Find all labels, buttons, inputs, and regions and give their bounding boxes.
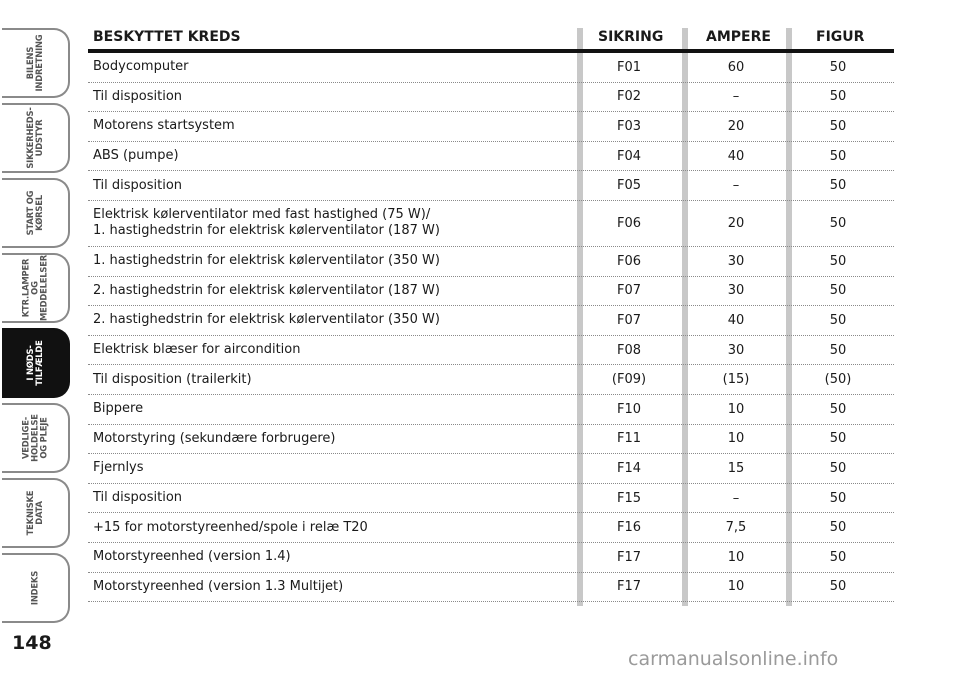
cell-figure: 50 [829, 283, 847, 299]
cell-ampere: 15 [727, 460, 745, 476]
cell-circuit: 2. hastighedstrin for elektrisk kølerventilator (187 W) [93, 282, 440, 298]
table-row [88, 513, 894, 543]
cell-fuse: F08 [616, 342, 642, 358]
cell-circuit: Motorstyring (sekundære forbrugere) [93, 430, 336, 446]
tab-label: TEKNISKE DATA [25, 490, 44, 536]
cell-fuse: (F09) [611, 372, 647, 388]
cell-figure: 50 [829, 520, 847, 536]
table-row [88, 425, 894, 455]
cell-fuse: F04 [616, 148, 642, 164]
cell-circuit: Elektrisk kølerventilator med fast hastighed (75 W)/ 1. hastighedstrin for elektrisk kølerventilator (187 W) [93, 207, 440, 239]
cell-figure: 50 [829, 490, 847, 506]
cell-circuit: ABS (pumpe) [93, 148, 179, 164]
cell-ampere: 40 [727, 312, 745, 328]
cell-circuit: Til disposition [93, 490, 183, 506]
header-circuit: BESKYTTET KREDS [93, 29, 241, 45]
cell-fuse: F07 [616, 312, 642, 328]
tab-label: SIKKERHEDS- UDSTYR [25, 107, 44, 169]
cell-ampere: 10 [727, 431, 745, 447]
cell-ampere: 20 [727, 215, 745, 231]
table-row [88, 573, 894, 603]
cell-figure: 50 [829, 178, 847, 194]
table-row [88, 543, 894, 573]
cell-fuse: F06 [616, 253, 642, 269]
cell-figure: 50 [829, 253, 847, 269]
table-row [88, 454, 894, 484]
cell-circuit: Bippere [93, 401, 144, 417]
page-number: 148 [12, 632, 52, 654]
tab-tekniske-data[interactable] [2, 478, 70, 548]
cell-ampere: (15) [722, 372, 750, 388]
cell-ampere: 10 [727, 401, 745, 417]
cell-figure: 50 [829, 460, 847, 476]
cell-fuse: F16 [616, 520, 642, 536]
cell-ampere: 10 [727, 549, 745, 565]
cell-ampere: 20 [727, 118, 745, 134]
cell-circuit: Til disposition [93, 88, 183, 104]
table-row [88, 83, 894, 113]
cell-fuse: F11 [616, 431, 642, 447]
cell-fuse: F02 [616, 89, 642, 105]
cell-fuse: F05 [616, 178, 642, 194]
table-row [88, 306, 894, 336]
table-row [88, 247, 894, 277]
table-row [88, 171, 894, 201]
section-tab-strip [0, 0, 76, 677]
cell-figure: 50 [829, 401, 847, 417]
table-row [88, 395, 894, 425]
cell-figure: 50 [829, 215, 847, 231]
tab-bilens-indretning[interactable] [2, 28, 70, 98]
cell-circuit: Fjernlys [93, 460, 144, 476]
header-figure: FIGUR [816, 29, 865, 45]
cell-fuse: F07 [616, 283, 642, 299]
cell-figure: 50 [829, 148, 847, 164]
cell-ampere: 10 [727, 579, 745, 595]
cell-figure: 50 [829, 89, 847, 105]
cell-ampere: 30 [727, 342, 745, 358]
header-fuse: SIKRING [598, 29, 664, 45]
watermark: carmanualsonline.info [628, 648, 839, 670]
tab-label: BILENS INDRETNING [25, 34, 44, 92]
cell-ampere: 30 [727, 283, 745, 299]
cell-fuse: F06 [616, 215, 642, 231]
cell-fuse: F15 [616, 490, 642, 506]
cell-ampere: – [732, 490, 740, 506]
cell-figure: 50 [829, 431, 847, 447]
table-header [93, 26, 893, 50]
cell-figure: 50 [829, 549, 847, 565]
tab-sikkerhedsudstyr[interactable] [2, 103, 70, 173]
cell-circuit: Motorstyreenhed (version 1.3 Multijet) [93, 578, 344, 594]
cell-circuit: Motorens startsystem [93, 118, 235, 134]
tab-vedligeholdelse[interactable] [2, 403, 70, 473]
tab-kontrollamper[interactable] [2, 253, 70, 323]
cell-circuit: Motorstyreenhed (version 1.4) [93, 549, 291, 565]
table-row [88, 201, 894, 247]
cell-fuse: F17 [616, 549, 642, 565]
fuse-table [88, 53, 894, 602]
cell-ampere: 30 [727, 253, 745, 269]
tab-indeks[interactable] [2, 553, 70, 623]
tab-i-nodstilfaelde[interactable] [2, 328, 70, 398]
cell-ampere: 40 [727, 148, 745, 164]
table-row [88, 142, 894, 172]
cell-figure: 50 [829, 118, 847, 134]
tab-label: VEDLIGE- HOLDELSE OG PLEJE [20, 414, 49, 462]
cell-circuit: Til disposition (trailerkit) [93, 371, 252, 387]
tab-label: INDEKS [29, 570, 40, 606]
cell-fuse: F01 [616, 59, 642, 75]
cell-circuit: Bodycomputer [93, 59, 189, 75]
table-row [88, 112, 894, 142]
cell-circuit: 1. hastighedstrin for elektrisk kølerventilator (350 W) [93, 253, 440, 269]
cell-fuse: F10 [616, 401, 642, 417]
cell-figure: 50 [829, 342, 847, 358]
cell-circuit: Elektrisk blæser for aircondition [93, 342, 301, 358]
cell-circuit: Til disposition [93, 177, 183, 193]
tab-label: I NØDS- TILFÆLDE [25, 340, 44, 386]
tab-start-og-korsel[interactable] [2, 178, 70, 248]
cell-circuit: +15 for motorstyreenhed/spole i relæ T20 [93, 519, 368, 535]
table-row [88, 336, 894, 366]
cell-fuse: F14 [616, 460, 642, 476]
tab-label: KTR.LAMPER OG MEDDELELSER [20, 254, 49, 322]
table-row [88, 53, 894, 83]
cell-fuse: F17 [616, 579, 642, 595]
cell-ampere: – [732, 89, 740, 105]
cell-figure: 50 [829, 312, 847, 328]
table-row [88, 277, 894, 307]
table-row [88, 365, 894, 395]
cell-ampere: 7,5 [725, 520, 747, 536]
table-row [88, 484, 894, 514]
cell-figure: (50) [824, 372, 852, 388]
cell-circuit: 2. hastighedstrin for elektrisk kølerventilator (350 W) [93, 312, 440, 328]
cell-ampere: 60 [727, 59, 745, 75]
cell-ampere: – [732, 178, 740, 194]
header-ampere: AMPERE [706, 29, 771, 45]
cell-fuse: F03 [616, 118, 642, 134]
cell-figure: 50 [829, 59, 847, 75]
tab-label: START OG KØRSEL [25, 190, 44, 236]
cell-figure: 50 [829, 579, 847, 595]
